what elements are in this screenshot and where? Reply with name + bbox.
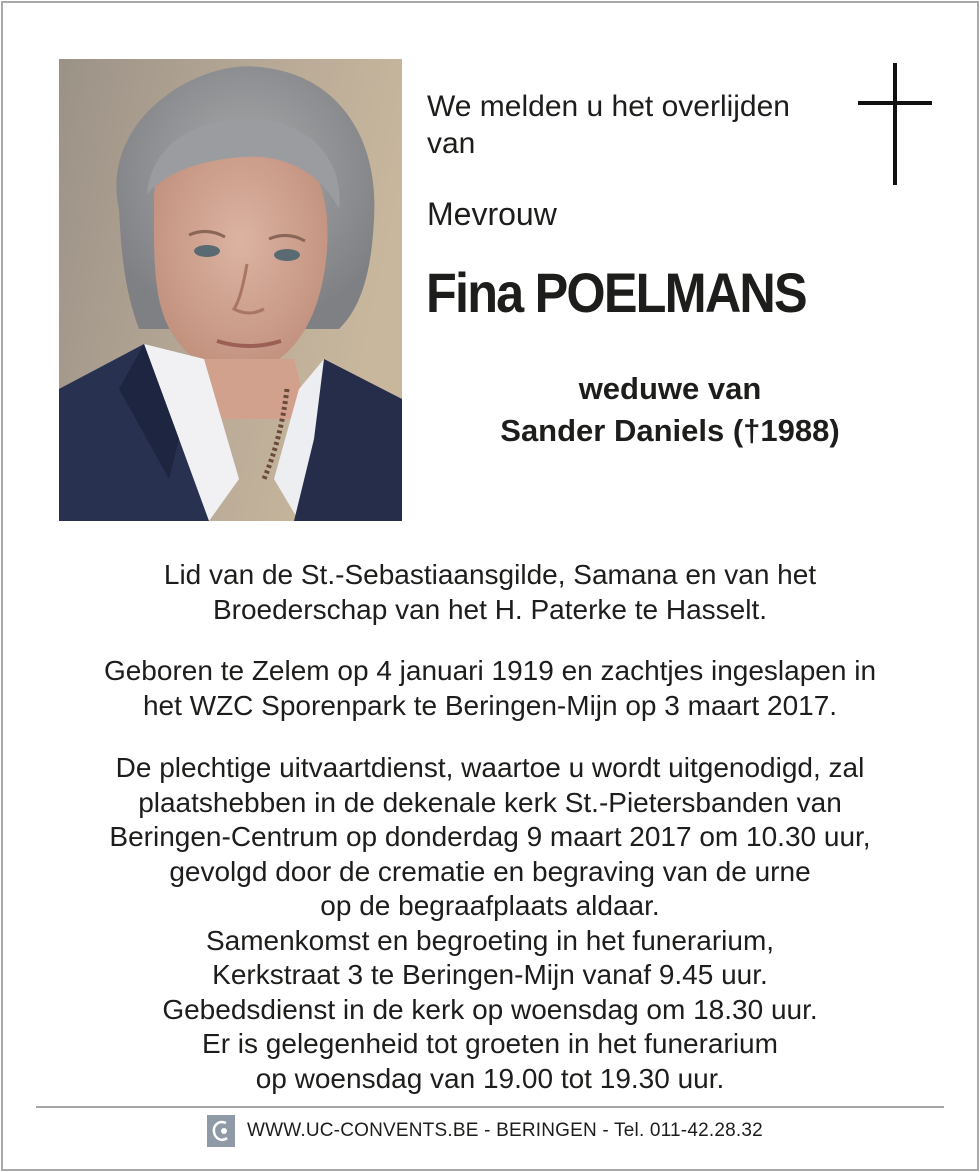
spouse-name: Sander Daniels (†1988) <box>500 413 840 448</box>
text-line: plaatshebben in de dekenale kerk St.-Pietersbanden van <box>138 786 842 818</box>
cross-icon <box>858 63 934 187</box>
text-line: Lid van de St.-Sebastiaansgilde, Samana en van het <box>163 559 817 590</box>
text-line: Broederschap van het H. Paterke te Hasselt. <box>212 593 768 625</box>
intro-line: We melden u het overlijden <box>427 90 790 123</box>
text-line: De plechtige uitvaartdienst, waartoe u wordt uitgenodigd, zal <box>115 752 865 783</box>
portrait-photo <box>59 59 402 521</box>
text-line: Kerkstraat 3 te Beringen-Mijn vanaf 9.45 uur. <box>212 959 768 990</box>
funeral-home-logo-icon <box>207 1115 235 1147</box>
widow-label: weduwe van <box>578 371 762 406</box>
widow-of <box>410 368 930 452</box>
intro-text <box>427 88 827 162</box>
honorific-title: Mevrouw <box>427 196 557 232</box>
text-line: het WZC Sporenpark te Beringen-Mijn op 3 maart 2017. <box>142 689 838 721</box>
text-line: Geboren te Zelem op 4 januari 1919 en zachtjes ingeslapen in <box>103 655 877 686</box>
text-line: Samenkomst en begroeting in het funerarium, <box>205 924 775 956</box>
footer-divider <box>36 1106 944 1108</box>
text-line: gevolgd door de crematie en begraving van de urne <box>169 855 811 887</box>
footer <box>207 1114 763 1148</box>
text-line: Gebedsdienst in de kerk op woensdag om 18.30 uur. <box>162 993 818 1025</box>
text-line: op woensdag van 19.00 tot 19.30 uur. <box>255 1062 725 1094</box>
text-line: op de begraafplaats aldaar. <box>320 890 660 921</box>
membership-paragraph <box>40 558 940 627</box>
funeral-details-paragraph <box>40 751 940 1096</box>
intro-line: van <box>427 127 476 160</box>
text-line: Beringen-Centrum op donderdag 9 maart 2017 om 10.30 uur, <box>109 821 871 852</box>
deceased-name: Fina POELMANS <box>426 261 806 324</box>
text-line: Er is gelegenheid tot groeten in het funerarium <box>202 1028 778 1059</box>
birth-death-paragraph <box>40 654 940 723</box>
footer-contact: WWW.UC-CONVENTS.BE - BERINGEN - Tel. 011-42.28.32 <box>247 1120 763 1141</box>
